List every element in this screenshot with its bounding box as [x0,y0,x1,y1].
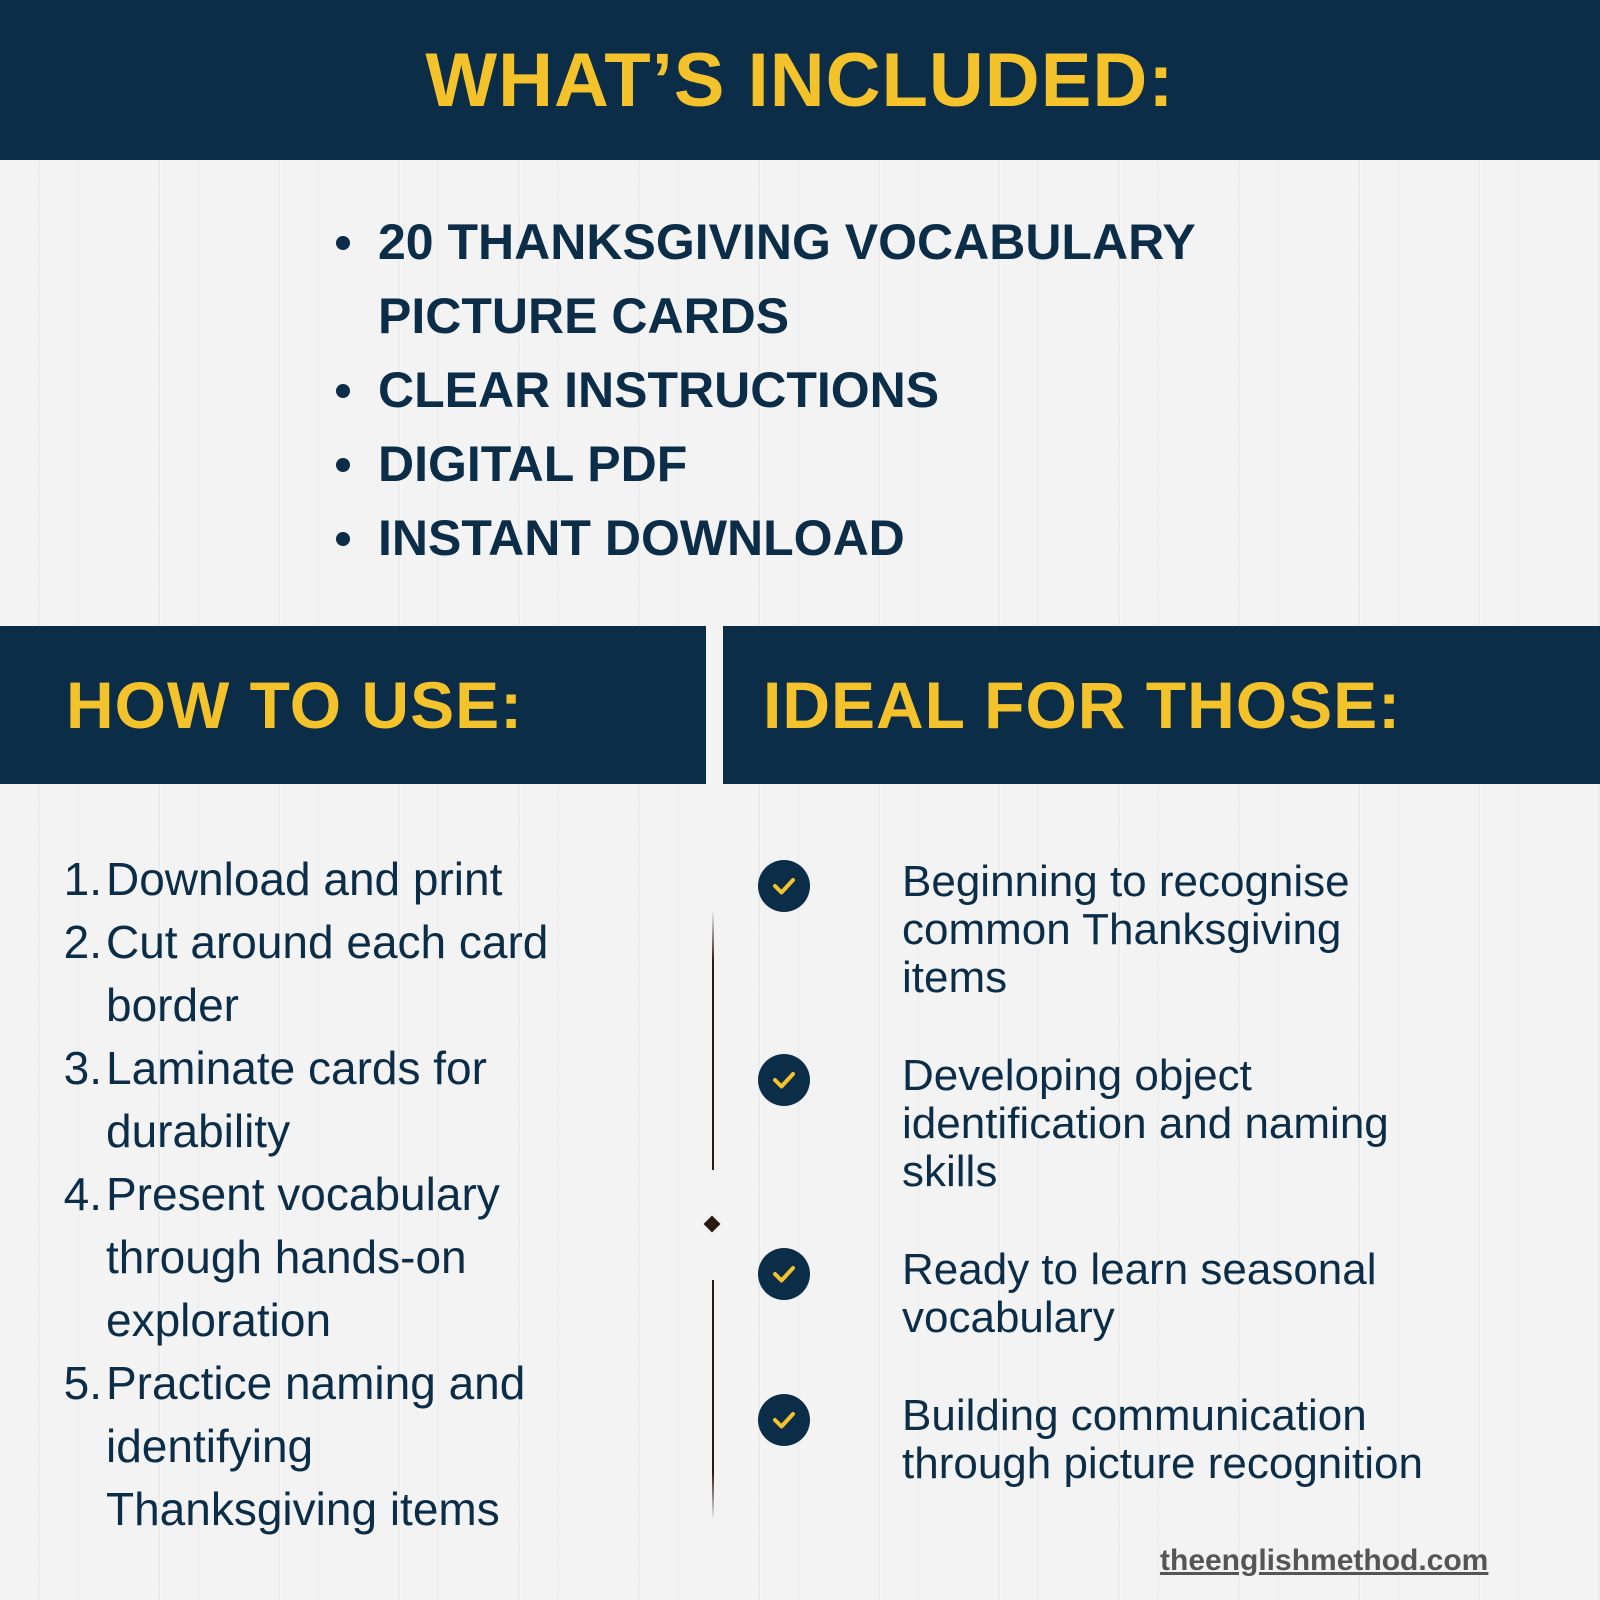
how-to-use-title: HOW TO USE: [66,668,524,742]
text-line: exploration [106,1294,332,1346]
ideal-text [902,858,1600,1002]
check-badge-icon [758,1394,810,1446]
step-number: 4. [63,1168,102,1220]
check-badge-icon [758,1248,810,1300]
included-item [332,427,1278,501]
text-line: border [106,979,239,1031]
step-text [102,1352,666,1541]
column-divider [712,910,714,1520]
step-text [102,848,666,911]
step-number: 1. [63,853,102,905]
text-line: skills [902,1147,998,1196]
check-badge-icon [758,1054,810,1106]
text-line: Laminate cards for [106,1042,487,1094]
included-item [332,353,1278,427]
divider-diamond [704,1216,721,1233]
step-item [40,1163,666,1352]
ideal-item [758,1392,1600,1488]
step-item [40,911,666,1037]
bullet-dot-icon [336,236,350,250]
bullet-dot-icon [336,532,350,546]
text-line: Thanksgiving items [106,1483,500,1535]
whats-included-title: WHAT’S INCLUDED: [425,37,1175,123]
text-line: Building communication [902,1391,1367,1440]
ideal-item [758,1052,1600,1196]
ideal-text [902,1052,1600,1196]
divider-line-top [712,910,714,1170]
text-line: Ready to learn seasonal [902,1245,1377,1294]
text-line: through picture recognition [902,1439,1423,1488]
text-line: Developing object [902,1051,1252,1100]
text-line: PICTURE CARDS [378,288,790,344]
ideal-for-header [723,626,1600,784]
ideal-text [902,1246,1600,1342]
text-line: Download and print [106,853,503,905]
step-item [40,1352,666,1541]
bullet-dot-icon [336,458,350,472]
text-line: CLEAR INSTRUCTIONS [378,362,940,418]
bullet-dot-icon [336,384,350,398]
text-line: vocabulary [902,1293,1115,1342]
ideal-item [758,1246,1600,1342]
step-number: 2. [63,916,102,968]
ideal-for-title: IDEAL FOR THOSE: [763,668,1402,742]
check-badge-icon [758,860,810,912]
text-line: durability [106,1105,291,1157]
how-to-use-steps [40,848,666,1541]
step-number: 5. [63,1357,102,1409]
website-link[interactable]: theenglishmethod.com [1160,1544,1489,1577]
step-number: 3. [63,1042,102,1094]
step-item [40,848,666,911]
step-item [40,1037,666,1163]
step-text [102,911,666,1037]
included-item [332,205,1278,353]
text-line: identification and naming [902,1099,1389,1148]
text-line: common Thanksgiving [902,905,1342,954]
ideal-item [758,858,1600,1002]
text-line: Present vocabulary [106,1168,500,1220]
text-line: items [902,953,1008,1002]
included-list [332,205,1278,575]
text-line: Practice naming and [106,1357,526,1409]
divider-line-bottom [712,1280,714,1520]
text-line: INSTANT DOWNLOAD [378,510,905,566]
how-to-use-header [0,626,706,784]
text-line: identifying [106,1420,314,1472]
text-line: through hands-on [106,1231,467,1283]
text-line: Beginning to recognise [902,857,1350,906]
whats-included-header [0,0,1600,160]
ideal-text [902,1392,1600,1488]
text-line: DIGITAL PDF [378,436,688,492]
step-text [102,1163,666,1352]
text-line: Cut around each card [106,916,549,968]
text-line: 20 THANKSGIVING VOCABULARY [378,214,1196,270]
included-item [332,501,1278,575]
step-text [102,1037,666,1163]
